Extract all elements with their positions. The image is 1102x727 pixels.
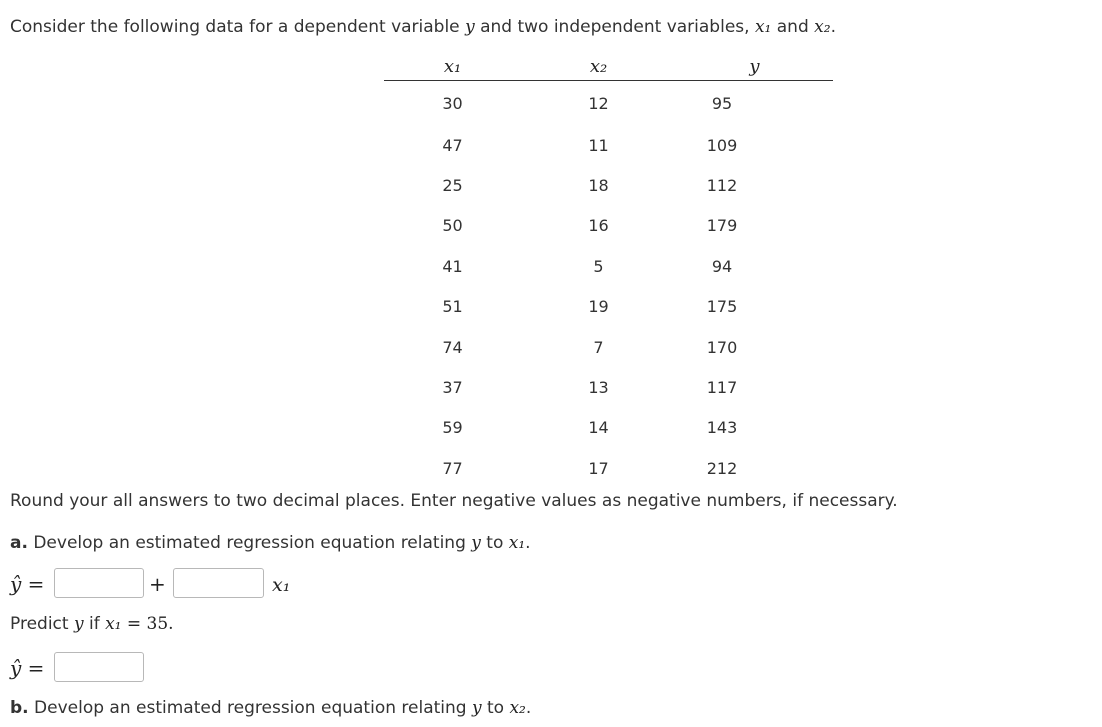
- predict-text-if: if: [83, 614, 106, 634]
- cell-x2: 19: [588, 297, 609, 317]
- part-a-prompt: [10, 533, 531, 553]
- predict-prompt: [10, 614, 174, 634]
- table-row: [384, 246, 833, 286]
- cell-y: 212: [706, 458, 738, 478]
- cell-x1: 30: [442, 93, 463, 113]
- cell-x2: 7: [593, 337, 604, 357]
- cell-y: 112: [706, 176, 738, 196]
- part-a-text-to: to: [480, 533, 509, 553]
- part-b-text-to: to: [481, 698, 510, 718]
- var-y: y: [465, 17, 475, 37]
- cell-x2: 12: [588, 93, 609, 113]
- table-row: [384, 81, 833, 126]
- intro-text-middle: and two independent variables,: [474, 17, 755, 37]
- slope-input[interactable]: [173, 568, 264, 598]
- part-b-text: Develop an estimated regression equation relating: [28, 698, 472, 718]
- cell-x1: 25: [442, 176, 463, 196]
- yhat-label: ŷ =: [10, 572, 45, 596]
- table-body: [384, 81, 833, 489]
- cell-y: 143: [706, 418, 738, 438]
- cell-x2: 13: [588, 378, 609, 398]
- predict-var-y: y: [73, 614, 84, 634]
- prediction-input[interactable]: [54, 652, 144, 682]
- part-b-text-end: .: [525, 698, 532, 718]
- header-y: y: [676, 52, 833, 81]
- table-row: [384, 367, 833, 407]
- part-a-text: Develop an estimated regression equation relating: [27, 533, 472, 553]
- part-a-label: a.: [10, 533, 28, 553]
- intro-text: Consider the following data for a dependent variable: [10, 17, 466, 37]
- part-a-var-x: x₁: [508, 533, 526, 553]
- cell-x1: 50: [442, 216, 463, 236]
- predict-var-x: x₁: [105, 614, 122, 634]
- header-x1: x₁: [384, 52, 521, 81]
- table-row: [384, 408, 833, 448]
- cell-x2: 18: [588, 176, 609, 196]
- table-header-row: [384, 52, 833, 81]
- cell-y: 95: [711, 93, 733, 113]
- predict-condition: = 35.: [121, 614, 174, 634]
- cell-y: 179: [706, 216, 738, 236]
- part-b-var-y: y: [471, 698, 482, 718]
- problem-intro: [10, 17, 836, 37]
- plus-sign: +: [149, 572, 166, 596]
- cell-x1: 77: [442, 458, 463, 478]
- cell-x2: 17: [588, 458, 609, 478]
- part-a-text-end: .: [525, 533, 531, 553]
- table-row: [384, 448, 833, 488]
- var-x1: x₁: [754, 17, 772, 37]
- cell-x1: 37: [442, 378, 463, 398]
- cell-x2: 14: [588, 418, 609, 438]
- cell-x1: 41: [442, 256, 463, 276]
- header-x2: x₂: [521, 52, 676, 81]
- cell-y: 94: [711, 256, 733, 276]
- part-b-label: b.: [10, 698, 29, 718]
- intro-text-end: .: [830, 17, 836, 37]
- cell-x1: 51: [442, 297, 463, 317]
- intercept-input[interactable]: [54, 568, 144, 598]
- var-x2: x₂: [814, 17, 831, 37]
- cell-x1: 47: [442, 135, 463, 155]
- cell-x1: 59: [442, 418, 463, 438]
- data-table: [384, 52, 833, 489]
- cell-y: 175: [706, 297, 738, 317]
- cell-y: 170: [706, 337, 738, 357]
- part-a-var-y: y: [471, 533, 481, 553]
- yhat-prediction-label: ŷ =: [10, 656, 45, 680]
- cell-y: 109: [706, 135, 738, 155]
- table-row: [384, 206, 833, 246]
- table-row: [384, 165, 833, 205]
- predict-text: Predict: [10, 614, 74, 634]
- cell-x2: 5: [593, 256, 604, 276]
- part-b-prompt: [10, 698, 531, 718]
- cell-x1: 74: [442, 337, 463, 357]
- intro-text-and: and: [771, 17, 815, 37]
- table-row: [384, 287, 833, 327]
- cell-x2: 16: [588, 216, 609, 236]
- equation-var-x1: x₁: [272, 574, 291, 596]
- rounding-instructions: Round your all answers to two decimal places. Enter negative values as negative numbers, if necessary.: [10, 491, 898, 511]
- table-row: [384, 125, 833, 165]
- cell-x2: 11: [588, 135, 609, 155]
- part-b-var-x: x₂: [509, 698, 526, 718]
- cell-y: 117: [706, 378, 738, 398]
- table-row: [384, 327, 833, 367]
